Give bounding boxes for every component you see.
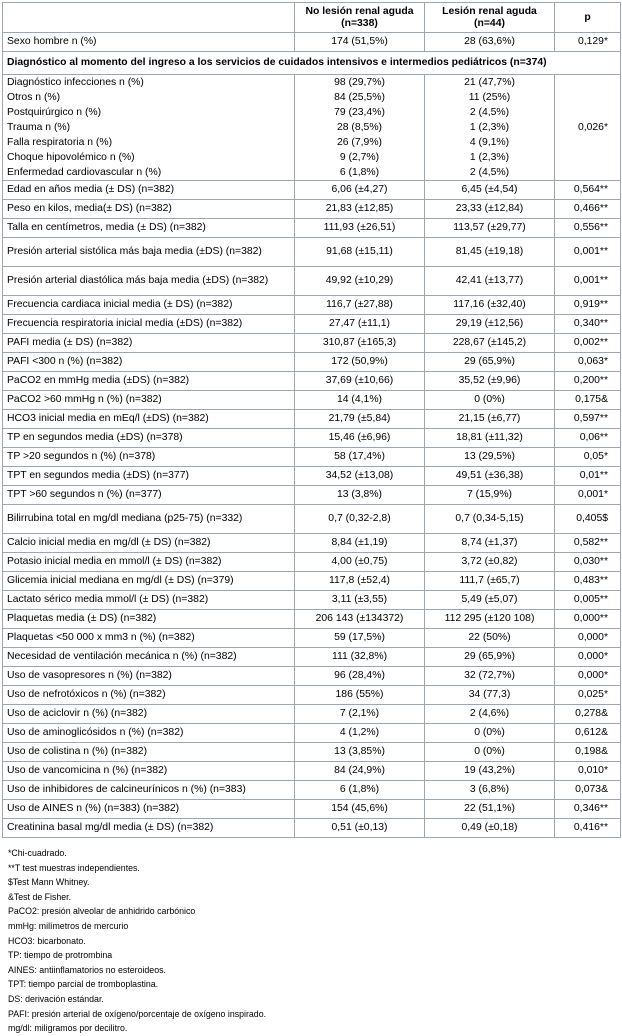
table-row [3, 181, 621, 200]
p-value: 0,010* [555, 762, 621, 781]
row-label: Uso de aciclovir n (%) (n=382) [3, 705, 295, 724]
p-value: 0,919** [555, 296, 621, 315]
p-value: 0,05* [555, 448, 621, 467]
value-no-aki: 206 143 (±134372) [295, 610, 425, 629]
row-label: Peso en kilos, media(± DS) (n=382) [3, 200, 295, 219]
table-row [3, 781, 621, 800]
value-no-aki: 116,7 (±27,88) [295, 296, 425, 315]
table-row [3, 486, 621, 505]
section-title: Diagnóstico al momento del ingreso a los servicios de cuidados intensivos e intermedios pediátricos (n=374) [3, 52, 621, 75]
row-label: TP >20 segundos n (%) (n=378) [3, 448, 295, 467]
value-aki: 3,72 (±0,82) [425, 553, 555, 572]
p-value: 0,002** [555, 334, 621, 353]
p-value: 0,564** [555, 181, 621, 200]
row-label: Necesidad de ventilación mecánica n (%) (n=382) [3, 648, 295, 667]
table-row [3, 200, 621, 219]
value-no-aki: 13 (3,85%) [295, 743, 425, 762]
row-label: Frecuencia cardiaca inicial media (± DS) (n=382) [3, 296, 295, 315]
value-no-aki: 4 (1,2%) [295, 724, 425, 743]
p-value: 0,582** [555, 534, 621, 553]
table-row [3, 467, 621, 486]
table-row [3, 429, 621, 448]
p-value: 0,01** [555, 467, 621, 486]
p-value: 0,063* [555, 353, 621, 372]
table-row [3, 296, 621, 315]
value-aki: 22 (51,1%) [425, 800, 555, 819]
table-row [3, 724, 621, 743]
value-no-aki: 58 (17,4%) [295, 448, 425, 467]
row-label: Sexo hombre n (%) [3, 33, 295, 52]
value-no-aki: 8,84 (±1,19) [295, 534, 425, 553]
p-value: 0,025* [555, 686, 621, 705]
value-no-aki: 21,83 (±12,85) [295, 200, 425, 219]
row-sexo [3, 33, 621, 52]
results-document [2, 2, 620, 1036]
value-aki: 7 (15,9%) [425, 486, 555, 505]
diagnosis-values-no-aki [295, 75, 425, 181]
diagnosis-block [3, 75, 621, 181]
diagnosis-label: Otros n (%) [7, 92, 61, 103]
value-aki: 19 (43,2%) [425, 762, 555, 781]
diagnosis-value-no-aki: 79 (23,4%) [334, 107, 385, 118]
value-aki: 42,41 (±13,77) [425, 267, 555, 296]
value-aki: 18,81 (±11,32) [425, 429, 555, 448]
row-label: HCO3 inicial media en mEq/l (±DS) (n=382) [3, 410, 295, 429]
value-aki: 28 (63,6%) [425, 33, 555, 52]
row-label: Calcio inicial media en mg/dl (± DS) (n=382) [3, 534, 295, 553]
diagnosis-values-aki [425, 75, 555, 181]
value-no-aki: 3,11 (±3,55) [295, 591, 425, 610]
table-row [3, 591, 621, 610]
value-no-aki: 117,8 (±52,4) [295, 572, 425, 591]
diagnosis-value-aki: 1 (2,3%) [469, 152, 510, 163]
diagnosis-value-no-aki: 28 (8,5%) [336, 122, 383, 133]
value-no-aki: 154 (45,6%) [295, 800, 425, 819]
header-no-aki: No lesión renal aguda (n=338) [295, 3, 425, 33]
row-label: Bilirrubina total en mg/dl mediana (p25-75) (n=332) [3, 505, 295, 534]
p-value: 0,340** [555, 315, 621, 334]
p-value: 0,416** [555, 819, 621, 838]
row-label: Plaquetas media (± DS) (n=382) [3, 610, 295, 629]
row-label: PaCO2 en mmHg media (±DS) (n=382) [3, 372, 295, 391]
row-label: Presión arterial sistólica más baja media (±DS) (n=382) [3, 238, 295, 267]
p-value: 0,346** [555, 800, 621, 819]
table-row [3, 610, 621, 629]
value-no-aki: 14 (4,1%) [295, 391, 425, 410]
table-row [3, 315, 621, 334]
value-aki: 29,19 (±12,56) [425, 315, 555, 334]
row-label: Uso de inhibidores de calcineurínicos n (%) (n=383) [3, 781, 295, 800]
table-row [3, 372, 621, 391]
diagnosis-label: Choque hipovolémico n (%) [7, 152, 135, 163]
footnote: $Test Mann Whitney. [8, 877, 90, 888]
diagnosis-value-no-aki: 6 (1,8%) [339, 167, 380, 178]
row-label: TPT >60 segundos n (%) (n=377) [3, 486, 295, 505]
table-row [3, 353, 621, 372]
row-label: Glicemia inicial mediana en mg/dl (± DS) (n=379) [3, 572, 295, 591]
diagnosis-value-aki: 2 (4,5%) [469, 107, 510, 118]
row-label: Creatinina basal mg/dl media (± DS) (n=382) [3, 819, 295, 838]
diagnosis-value-no-aki: 98 (29,7%) [334, 77, 385, 88]
p-value: 0,405$ [555, 505, 621, 534]
value-no-aki: 7 (2,1%) [295, 705, 425, 724]
value-aki: 5,49 (±5,07) [425, 591, 555, 610]
table-row [3, 553, 621, 572]
p-value: 0,000* [555, 629, 621, 648]
table-row [3, 448, 621, 467]
p-value: 0,001** [555, 267, 621, 296]
table-row [3, 667, 621, 686]
value-no-aki: 6 (1,8%) [295, 781, 425, 800]
value-no-aki: 96 (28,4%) [295, 667, 425, 686]
row-label: Lactato sérico media mmol/l (± DS) (n=382) [3, 591, 295, 610]
table-header-row [3, 3, 621, 33]
value-no-aki: 111,93 (±26,51) [295, 219, 425, 238]
value-no-aki: 4,00 (±0,75) [295, 553, 425, 572]
row-label: PaCO2 >60 mmHg n (%) (n=382) [3, 391, 295, 410]
value-aki: 29 (65,9%) [425, 648, 555, 667]
footnote: HCO3: bicarbonato. [8, 935, 86, 946]
value-no-aki: 0,7 (0,32-2,8) [295, 505, 425, 534]
footnote: mmHg: milímetros de mercurio [8, 920, 129, 931]
diagnosis-label: Diagnóstico infecciones n (%) [7, 77, 144, 88]
table-row [3, 800, 621, 819]
p-value: 0,001** [555, 238, 621, 267]
value-aki: 0,7 (0,34-5,15) [425, 505, 555, 534]
value-aki: 29 (65,9%) [425, 353, 555, 372]
value-no-aki: 59 (17,5%) [295, 629, 425, 648]
value-aki: 32 (72,7%) [425, 667, 555, 686]
row-label: PAFI media (± DS) (n=382) [3, 334, 295, 353]
value-aki: 228,67 (±145,2) [425, 334, 555, 353]
value-no-aki: 49,92 (±10,29) [295, 267, 425, 296]
table-row [3, 705, 621, 724]
value-aki: 6,45 (±4,54) [425, 181, 555, 200]
value-aki: 113,57 (±29,77) [425, 219, 555, 238]
value-no-aki: 84 (24,9%) [295, 762, 425, 781]
value-aki: 2 (4,6%) [425, 705, 555, 724]
p-value: 0,483** [555, 572, 621, 591]
row-label: Uso de AINES n (%) (n=383) (n=382) [3, 800, 295, 819]
value-no-aki: 34,52 (±13,08) [295, 467, 425, 486]
p-value: 0,278& [555, 705, 621, 724]
table-row [3, 572, 621, 591]
p-value: 0,000* [555, 667, 621, 686]
diagnosis-value-aki: 1 (2,3%) [469, 122, 510, 133]
footnote: *Chi-cuadrado. [8, 848, 67, 858]
table-row [3, 391, 621, 410]
footnote: DS: derivación estándar. [8, 993, 104, 1004]
value-no-aki: 174 (51,5%) [295, 33, 425, 52]
value-aki: 111,7 (±65,7) [425, 572, 555, 591]
value-aki: 21,15 (±6,77) [425, 410, 555, 429]
diagnosis-p-value: 0,026* [555, 75, 621, 181]
row-label: Edad en años media (± DS) (n=382) [3, 181, 295, 200]
table-row [3, 743, 621, 762]
value-aki: 117,16 (±32,40) [425, 296, 555, 315]
value-no-aki: 111 (32,8%) [295, 648, 425, 667]
p-value: 0,198& [555, 743, 621, 762]
value-aki: 0,49 (±0,18) [425, 819, 555, 838]
value-aki: 8,74 (±1,37) [425, 534, 555, 553]
row-label: Uso de aminoglicósidos n (%) (n=382) [3, 724, 295, 743]
value-no-aki: 6,06 (±4,27) [295, 181, 425, 200]
table-row [3, 629, 621, 648]
value-no-aki: 27,47 (±11,1) [295, 315, 425, 334]
footnote: PaCO2: presión alveolar de anhidrido carbónico [8, 906, 196, 917]
value-aki: 112 295 (±120 108) [425, 610, 555, 629]
table-row [3, 648, 621, 667]
value-aki: 22 (50%) [425, 629, 555, 648]
table-row [3, 686, 621, 705]
p-value: 0,466** [555, 200, 621, 219]
value-aki: 0 (0%) [425, 724, 555, 743]
diagnosis-value-aki: 21 (47,7%) [464, 77, 515, 88]
value-no-aki: 21,79 (±5,84) [295, 410, 425, 429]
p-value: 0,612& [555, 724, 621, 743]
value-aki: 13 (29,5%) [425, 448, 555, 467]
row-label: Frecuencia respiratoria inicial media (±DS) (n=382) [3, 315, 295, 334]
p-value: 0,597** [555, 410, 621, 429]
value-aki: 49,51 (±36,38) [425, 467, 555, 486]
value-aki: 23,33 (±12,84) [425, 200, 555, 219]
header-p-value: p [555, 3, 621, 33]
footnote: &Test de Fisher. [8, 891, 72, 902]
row-label: Uso de colistina n (%) (n=382) [3, 743, 295, 762]
header-label-cell [3, 3, 295, 33]
footnote: AINES: antiinflamatorios no esteroideos. [8, 964, 166, 975]
value-aki: 0 (0%) [425, 391, 555, 410]
diagnosis-label: Postquirúrgico n (%) [7, 107, 102, 118]
footnote: mg/dl: miligramos por decilitro. [8, 1023, 128, 1034]
p-value: 0,556** [555, 219, 621, 238]
value-no-aki: 310,87 (±165,3) [295, 334, 425, 353]
diagnosis-label: Falla respiratoria n (%) [7, 137, 113, 148]
value-aki: 35,52 (±9,96) [425, 372, 555, 391]
table-row [3, 762, 621, 781]
value-aki: 0 (0%) [425, 743, 555, 762]
value-no-aki: 172 (50,9%) [295, 353, 425, 372]
footnote: PAFI: presión arterial de oxígeno/porcentaje de oxígeno inspirado. [8, 1008, 267, 1019]
row-label: Talla en centímetros, media (± DS) (n=382) [3, 219, 295, 238]
diagnosis-label: Trauma n (%) [7, 122, 71, 133]
diagnosis-value-aki: 2 (4,5%) [469, 167, 510, 178]
table-row [3, 267, 621, 296]
table-row [3, 219, 621, 238]
row-label: Presión arterial diastólica más baja media (±DS) (n=382) [3, 267, 295, 296]
diagnosis-label: Enfermedad cardiovascular n (%) [7, 167, 162, 178]
p-value: 0,200** [555, 372, 621, 391]
row-label: TP en segundos media (±DS) (n=378) [3, 429, 295, 448]
value-aki: 81,45 (±19,18) [425, 238, 555, 267]
diagnosis-value-no-aki: 9 (2,7%) [339, 152, 380, 163]
value-no-aki: 15,46 (±6,96) [295, 429, 425, 448]
diagnosis-value-no-aki: 26 (7,9%) [336, 137, 383, 148]
footnotes [2, 838, 620, 1036]
results-table [2, 2, 621, 838]
header-aki: Lesión renal aguda (n=44) [425, 3, 555, 33]
table-row [3, 534, 621, 553]
p-value: 0,06** [555, 429, 621, 448]
row-label: TPT en segundos media (±DS) (n=377) [3, 467, 295, 486]
value-aki: 34 (77,3) [425, 686, 555, 705]
value-no-aki: 91,68 (±15,11) [295, 238, 425, 267]
diagnosis-value-no-aki: 84 (25,5%) [334, 92, 385, 103]
value-no-aki: 186 (55%) [295, 686, 425, 705]
p-value: 0,073& [555, 781, 621, 800]
value-no-aki: 0,51 (±0,13) [295, 819, 425, 838]
row-label: Uso de vasopresores n (%) (n=382) [3, 667, 295, 686]
table-row [3, 410, 621, 429]
diagnosis-labels [3, 75, 295, 181]
row-label: Potasio inicial media en mmol/l (± DS) (n=382) [3, 553, 295, 572]
p-value: 0,129* [555, 33, 621, 52]
footnote: **T test muestras independientes. [8, 862, 140, 873]
section-title-row [3, 52, 621, 75]
table-row [3, 505, 621, 534]
footnote: TPT: tiempo parcial de tromboplastina. [8, 979, 159, 990]
p-value: 0,001* [555, 486, 621, 505]
table-row [3, 334, 621, 353]
value-aki: 3 (6,8%) [425, 781, 555, 800]
p-value: 0,175& [555, 391, 621, 410]
row-label: Uso de nefrotóxicos n (%) (n=382) [3, 686, 295, 705]
diagnosis-value-aki: 11 (25%) [468, 92, 511, 103]
table-row [3, 819, 621, 838]
diagnosis-value-aki: 4 (9,1%) [469, 137, 510, 148]
footnote: TP: tiempo de protrombina [8, 950, 113, 961]
row-label: Plaquetas <50 000 x mm3 n (%) (n=382) [3, 629, 295, 648]
p-value: 0,000* [555, 648, 621, 667]
value-no-aki: 13 (3,8%) [295, 486, 425, 505]
row-label: PAFI <300 n (%) (n=382) [3, 353, 295, 372]
table-row [3, 238, 621, 267]
p-value: 0,005** [555, 591, 621, 610]
p-value: 0,030** [555, 553, 621, 572]
row-label: Uso de vancomicina n (%) (n=382) [3, 762, 295, 781]
p-value: 0,000** [555, 610, 621, 629]
value-no-aki: 37,69 (±10,66) [295, 372, 425, 391]
